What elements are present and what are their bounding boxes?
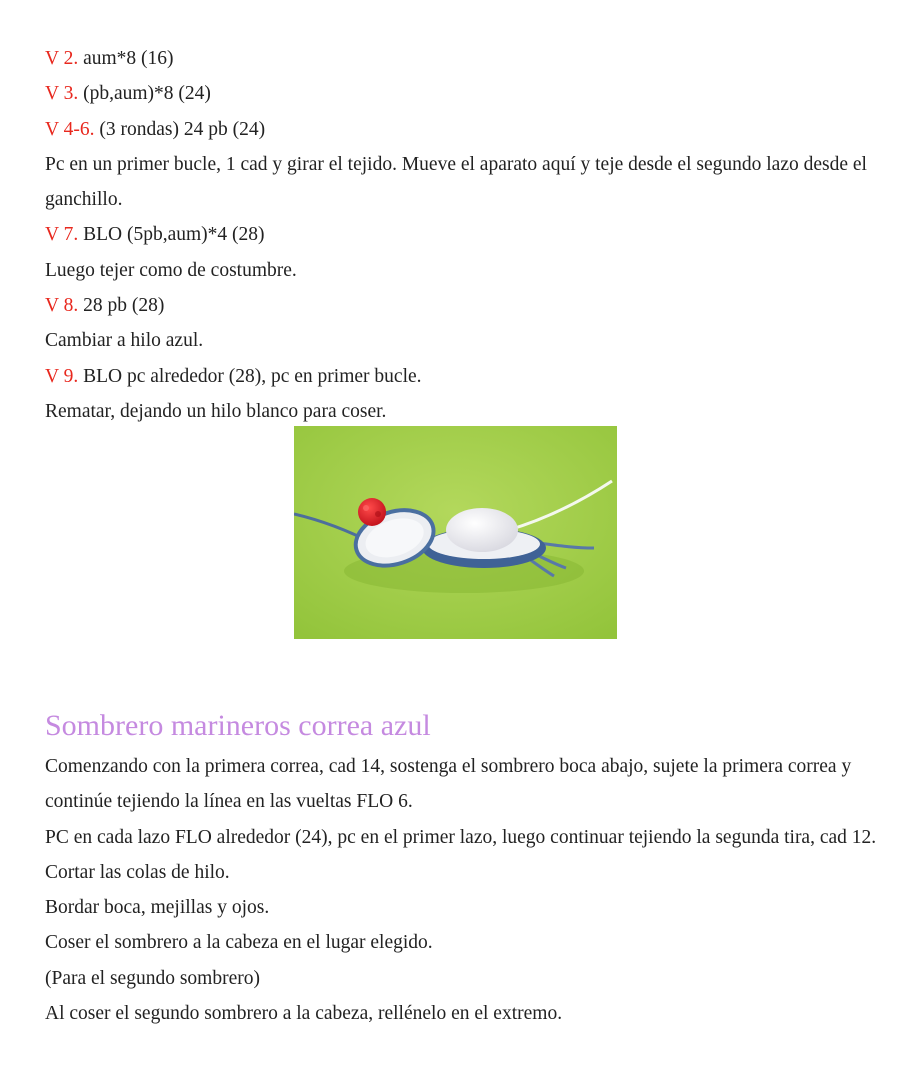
row-label: V 3. [45, 83, 79, 105]
row-label: V 7. [45, 224, 79, 246]
paragraph: Al coser el segundo sombrero a la cabeza, rellénelo en el extremo. [45, 1003, 563, 1025]
row-text: (pb,aum)*8 (24) [78, 83, 211, 105]
paragraph-continue: Luego tejer como de costumbre. [45, 259, 297, 281]
paragraph: PC en cada lazo FLO alrededor (24), pc en el primer lazo, luego continuar tejiendo la segunda tira, cad 12. [45, 826, 877, 848]
section-heading: Sombrero marineros correa azul [45, 709, 431, 742]
paragraph-turn-instructions: Pc en un primer bucle, 1 cad y girar el tejido. Mueve el aparato aquí y teje desde el segundo lazo desde el ganchillo. [45, 153, 867, 211]
paragraph: Coser el sombrero a la cabeza en el lugar elegido. [45, 932, 433, 954]
row-label: V 4-6. [45, 118, 95, 140]
paragraph: (Para el segundo sombrero) [45, 967, 260, 989]
row-step-8 [45, 288, 885, 323]
row-text: BLO (5pb,aum)*4 (28) [78, 224, 265, 246]
instructions-part2 [45, 749, 885, 1031]
paragraph: Bordar boca, mejillas y ojos. [45, 897, 270, 919]
instructions-part1 [45, 41, 885, 429]
paragraph: Comenzando con la primera correa, cad 14, sostenga el sombrero boca abajo, sujete la primera correa y continúe tejiendo la línea en las vueltas FLO 6. [45, 756, 852, 813]
row-step-3 [45, 76, 885, 111]
row-step-2 [45, 41, 885, 76]
row-step-7 [45, 217, 885, 252]
row-label: V 2. [45, 48, 79, 69]
paragraph-change-yarn: Cambiar a hilo azul. [45, 330, 204, 352]
row-text: BLO pc alrededor (28), pc en primer bucle. [78, 365, 422, 387]
photo-illustration [294, 426, 617, 639]
paragraph-finish: Rematar, dejando un hilo blanco para coser. [45, 400, 387, 422]
row-label: V 8. [45, 295, 79, 317]
row-label: V 9. [45, 365, 79, 387]
row-text: 28 pb (28) [78, 295, 165, 317]
crochet-hat-photo [294, 426, 617, 639]
row-text: (3 rondas) 24 pb (24) [94, 118, 266, 140]
row-text: aum*8 (16) [78, 48, 174, 69]
row-step-4-6 [45, 112, 885, 147]
row-step-9 [45, 359, 885, 394]
paragraph: Cortar las colas de hilo. [45, 861, 230, 883]
